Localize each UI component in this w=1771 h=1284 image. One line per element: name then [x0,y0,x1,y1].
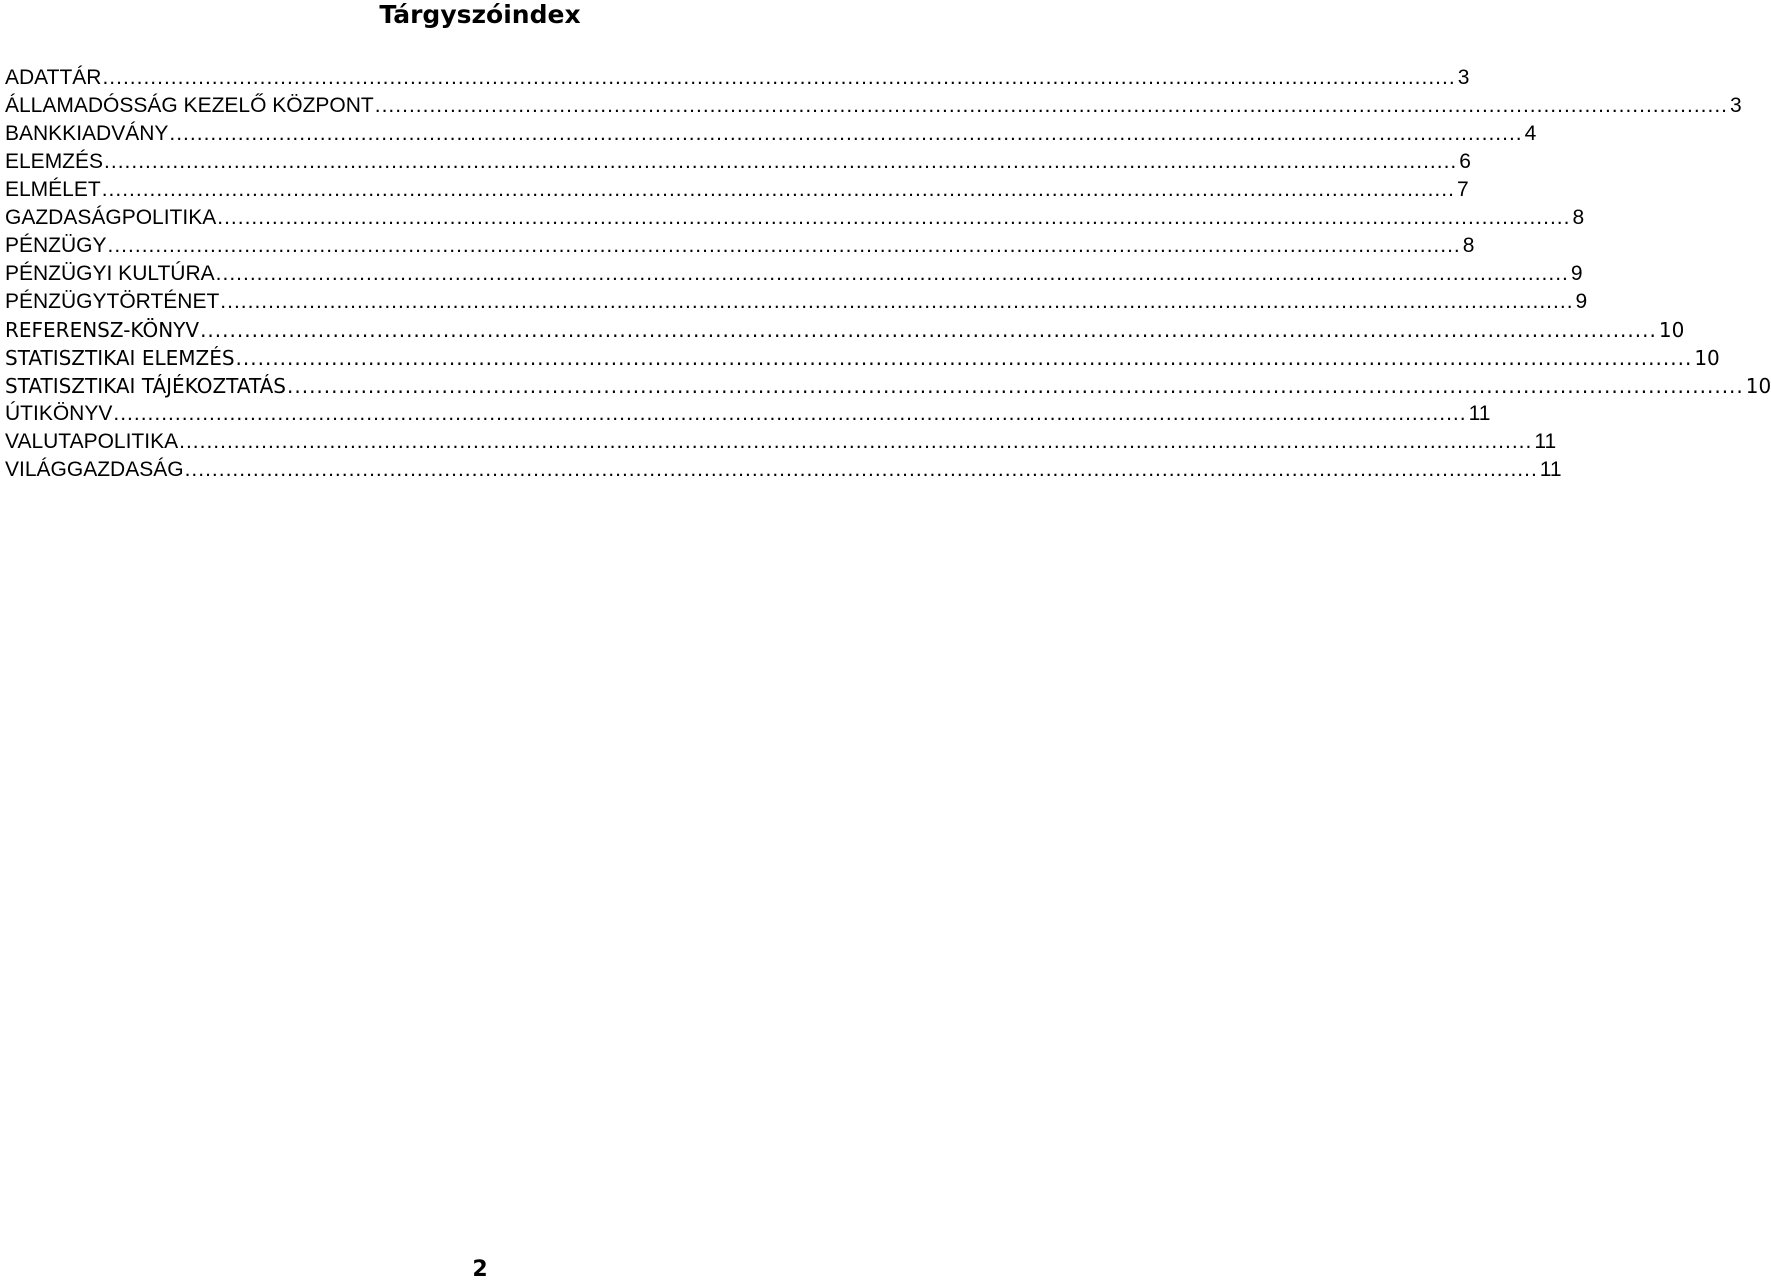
dot-leader: ...................................................................................................................................................................................................... [179,430,1533,453]
index-page-number: 9 [1575,290,1588,313]
index-entry [5,400,1491,428]
index-page-number: 8 [1462,234,1475,257]
index-term: VALUTAPOLITIKA [5,430,179,453]
index-entry [5,428,1557,456]
index-term: STATISZTIKAI TÁJÉKOZTATÁS [5,374,286,398]
dot-leader: ...................................................................................................................................................................................................... [220,290,1574,313]
index-term: ÚTIKÖNYV [5,402,113,425]
index-page-number: 3 [1730,94,1742,117]
index-entry [5,232,1475,260]
index-term: STATISZTIKAI ELEMZÉS [5,346,235,370]
dot-leader: ...................................................................................................................................................................................................... [102,66,1456,89]
index-entry [5,316,1685,344]
index-term: PÉNZÜGYI KULTÚRA [5,262,215,285]
index-term: ÁLLAMADÓSSÁG KEZELŐ KÖZPONT [5,94,374,117]
index-page-number: 10 [1694,346,1720,370]
index-page-number: 7 [1456,178,1469,201]
index-term: VILÁGGAZDASÁG [5,458,184,481]
index-entry [5,120,1537,148]
dot-leader: ...................................................................................................................................................................................................... [235,346,1693,370]
index-term: GAZDASÁGPOLITIKA [5,206,217,229]
dot-leader: ...................................................................................................................................................................................................... [374,94,1728,117]
index-term: ELMÉLET [5,178,101,201]
index-entry [5,64,1470,92]
index-page-number: 4 [1524,122,1537,145]
index-entry [5,148,1471,176]
index-page-number: 10 [1658,318,1685,342]
index-page-number: 11 [1539,458,1562,481]
index-entry [5,288,1588,316]
dot-leader: ...................................................................................................................................................................................................... [101,178,1455,201]
index-entry [5,92,1742,120]
dot-leader: ...................................................................................................................................................................................................... [113,402,1467,425]
index-page-number: 11 [1468,402,1491,425]
dot-leader: ...................................................................................................................................................................................................... [104,150,1458,173]
index-entry [5,176,1469,204]
subject-index-list [5,64,1771,484]
index-term: ELEMZÉS [5,150,104,173]
index-entry [5,260,1583,288]
index-entry [5,344,1720,372]
index-term: ADATTÁR [5,66,102,89]
page-title: Tárgyszóindex [379,0,581,29]
index-page-number: 9 [1570,262,1583,285]
index-page-number: 3 [1457,66,1470,89]
index-term: BANKKIADVÁNY [5,122,169,145]
dot-leader: ...................................................................................................................................................................................................... [217,206,1571,229]
dot-leader: ...................................................................................................................................................................................................... [184,458,1538,481]
index-entry [5,204,1585,232]
dot-leader: ...................................................................................................................................................................................................... [169,122,1523,145]
index-page-number: 6 [1459,150,1471,173]
index-term: REFERENSZ-KÖNYV [5,318,200,342]
index-term: PÉNZÜGY [5,234,107,257]
page-number: 2 [472,1257,488,1282]
index-term: PÉNZÜGYTÖRTÉNET [5,290,220,313]
index-page-number: 11 [1534,430,1557,453]
index-entry [5,372,1771,400]
dot-leader: ...................................................................................................................................................................................................... [287,374,1744,398]
index-page-number: 10 [1745,374,1771,398]
dot-leader: ...................................................................................................................................................................................................... [200,318,1657,342]
index-page-number: 8 [1572,206,1585,229]
dot-leader: ...................................................................................................................................................................................................... [107,234,1461,257]
dot-leader: ...................................................................................................................................................................................................... [215,262,1569,285]
index-entry [5,456,1562,484]
